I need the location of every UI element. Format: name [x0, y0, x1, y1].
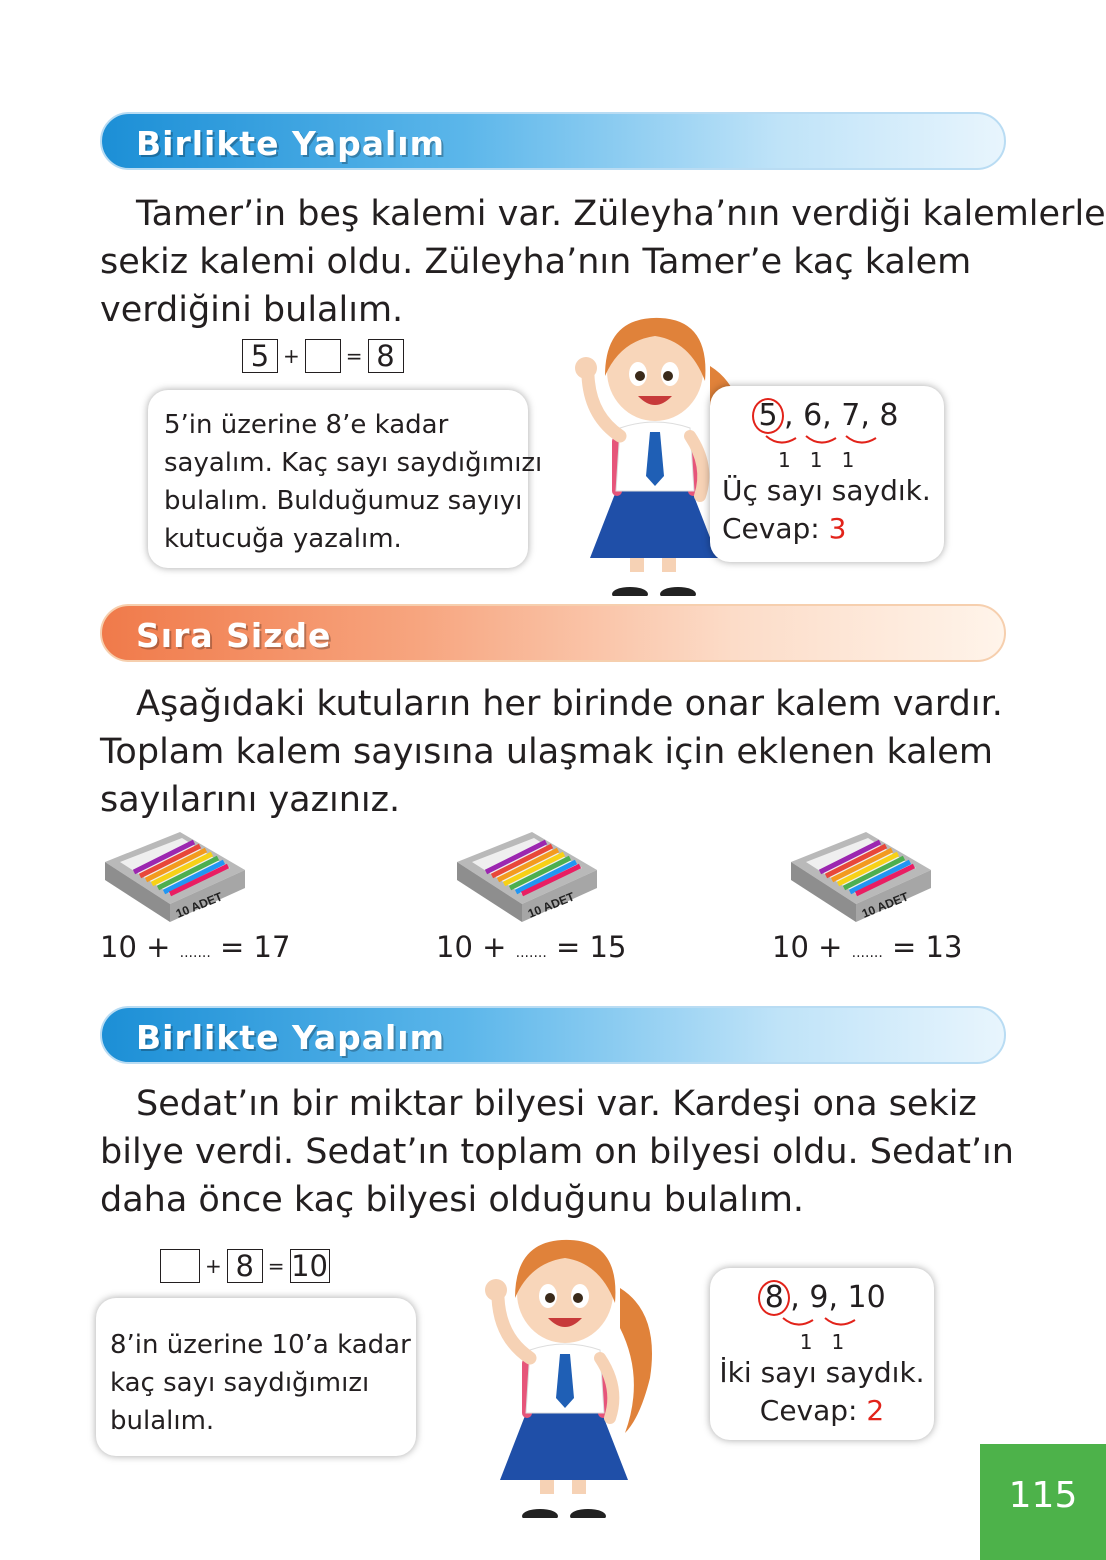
banner-title: Birlikte Yapalım: [136, 124, 445, 163]
crate-label: 10 ADET: [173, 889, 225, 921]
problem-paragraph-3: Sedat’ın bir miktar bilyesi var. Kardeşi ona sekiz bilye verdi. Sedat’ın toplam on bilyesi oldu. Sedat’ın daha önce kaç bilyesi olduğunu bulalım.: [100, 1084, 1014, 1220]
crate-label: 10 ADET: [525, 889, 577, 921]
page-number: 115: [980, 1444, 1106, 1560]
addition-exercise-2: 10 + ....... = 15: [436, 930, 627, 964]
girl-illustration-2: [470, 1218, 660, 1518]
counting-bubble-right-2: 8 , 9, 10 1 1 İki sayı saydık. Cevap: 2: [710, 1268, 934, 1440]
problem-paragraph-2: Aşağıdaki kutuların her birinde onar kalem vardır. Toplam kalem sayısına ulaşmak için eklenen kalem sayılarını yazınız.: [100, 684, 1003, 820]
answer-blank[interactable]: .......: [851, 945, 883, 961]
addition-exercise-1: 10 + ....... = 17: [100, 930, 291, 964]
circled-start-number: 8: [758, 1280, 790, 1316]
pencil-crate-3: [786, 822, 936, 931]
pencil-crate-2: [452, 822, 602, 931]
crate-label: 10 ADET: [859, 889, 911, 921]
equation-box-a: 5: [242, 339, 278, 373]
equation-box-empty[interactable]: [305, 339, 341, 373]
equation-box-b: 8: [227, 1249, 263, 1283]
addition-exercise-3: 10 + ....... = 13: [772, 930, 963, 964]
counting-arrows: [758, 434, 888, 448]
circled-start-number: 5: [752, 398, 784, 434]
section-banner-sira-sizde: [100, 604, 1006, 662]
equation-2: + 8 = 10: [160, 1248, 330, 1283]
hint-bubble-left-2: 8’in üzerine 10’a kadar kaç sayı saydığımızı bulalım.: [96, 1298, 416, 1456]
equation-1: 5 + = 8: [242, 338, 404, 373]
hint-bubble-left-1: 5’in üzerine 8’e kadar sayalım. Kaç sayı saydığımızı bulalım. Bulduğumuz sayıyı kutucuğa yazalım.: [148, 390, 528, 568]
answer-blank[interactable]: .......: [179, 945, 211, 961]
equation-box-c: 10: [291, 1249, 328, 1283]
answer-value: 3: [828, 512, 847, 545]
equation-box-c: 8: [368, 339, 404, 373]
section-banner-birlikte-yapalim-2: [100, 1006, 1006, 1064]
banner-title: Birlikte Yapalım: [136, 1018, 445, 1057]
pencil-crate-1: [100, 822, 250, 931]
banner-title: Sıra Sizde: [136, 616, 332, 655]
equation-box-empty[interactable]: [160, 1249, 200, 1283]
answer-blank[interactable]: .......: [515, 945, 547, 961]
section-banner-birlikte-yapalim-1: [100, 112, 1006, 170]
counting-arrows: [777, 1316, 867, 1330]
counting-bubble-right-1: 5 , 6, 7, 8 1 1 1 Üç sayı saydık. Cevap: 3: [710, 386, 944, 562]
problem-paragraph-1: Tamer’in beş kalemi var. Züleyha’nın verdiği kalemlerle sekiz kalemi oldu. Züleyha’nın Tamer’e kaç kalem verdiğini bulalım.: [100, 194, 1106, 330]
answer-value: 2: [866, 1394, 885, 1427]
